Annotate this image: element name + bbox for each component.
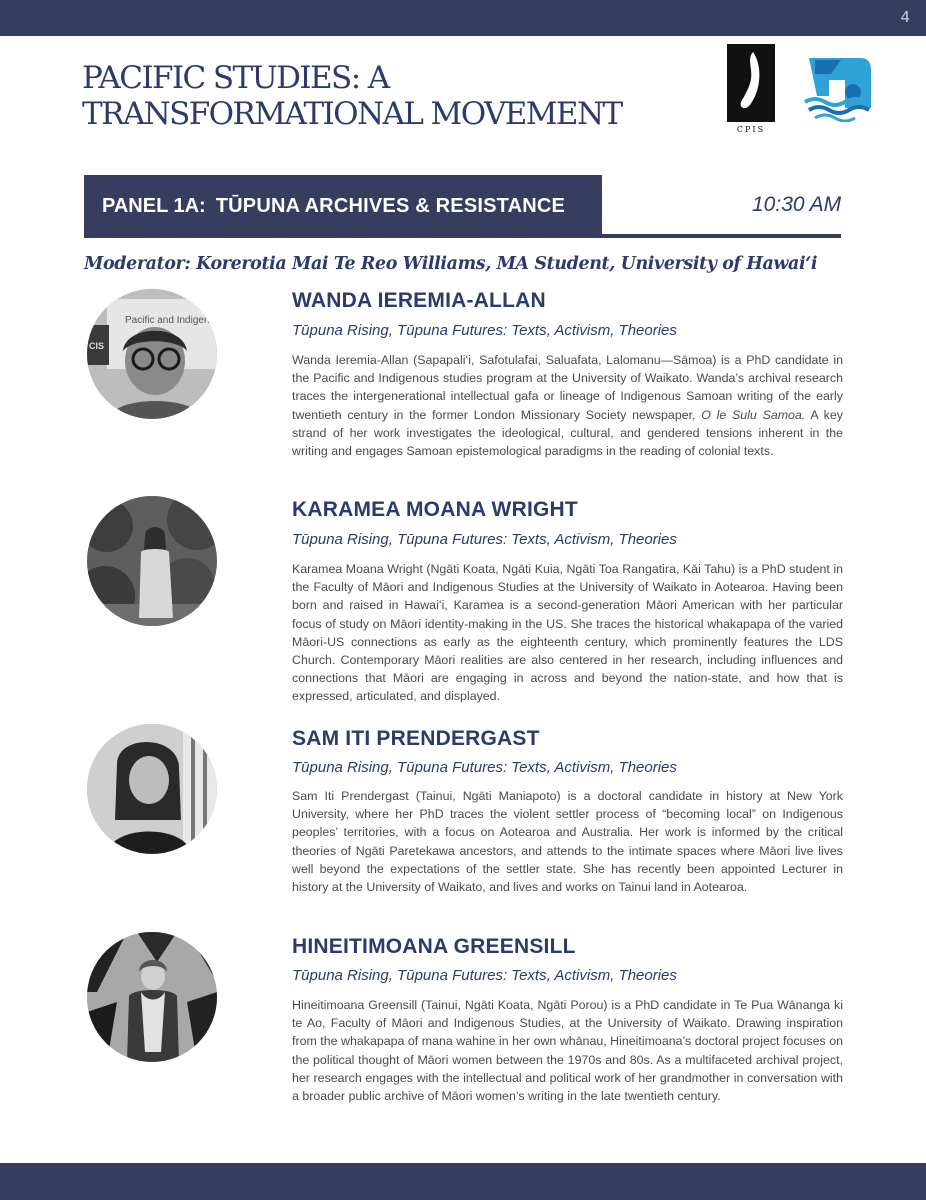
talk-title: Tūpuna Rising, Tūpuna Futures: Texts, Activism, Theories	[292, 531, 677, 548]
speaker-bio: Sam Iti Prendergast (Tainui, Ngāti Maniapoto) is a doctoral candidate in history at New York University, where her PhD traces the violent settler process of “becoming local” on Indigenous peoples’ territories, with a focus on Aotearoa and Australia. Her work is informed by the critical theories of Ngāti Paretekawa ancestors, and attends to the intimate spaces where Māori live lives well beyond the expectations of the settler state. She has recently been appointed Lecturer in history at the University of Waikato, and lives and works on Tainui land in Aotearoa.	[292, 789, 843, 895]
wave-logo	[801, 56, 873, 122]
photo-sign-text-2: CIS	[89, 341, 105, 351]
speaker-photo	[87, 496, 217, 626]
panel-name: TŪPUNA ARCHIVES & RESISTANCE	[215, 194, 566, 217]
speaker-bio: Hineitimoana Greensill (Tainui, Ngāti Koata, Ngāti Porou) is a PhD candidate in Te Pua Wānanga ki te Ao, Faculty of Māori and Indigenous Studies, at the University of Waikato. Drawing inspiration from the whakapapa of mana wahine in her own whānau, Hineitimoana’s doctoral project focuses on the political thought of Māori women between the 1970s and 80s. As a multifaceted archival project, her research engages with the intellectual and political work of her grandmother in conversation with a broader public archive of Māori women’s writing in the late twentieth century.	[292, 998, 843, 1104]
speaker-name: KARAMEA MOANA WRIGHT	[292, 498, 578, 521]
talk-title: Tūpuna Rising, Tūpuna Futures: Texts, Activism, Theories	[292, 322, 677, 339]
panel-label: PANEL 1A:	[102, 194, 206, 217]
speaker-name: HINEITIMOANA GREENSILL	[292, 935, 576, 958]
panel-underline	[84, 234, 841, 238]
panel-banner	[84, 175, 602, 237]
speaker-photo	[87, 724, 217, 854]
speaker-name: SAM ITI PRENDERGAST	[292, 727, 540, 750]
page-title-line-2: TRANSFORMATIONAL MOVEMENT	[82, 96, 622, 132]
talk-title: Tūpuna Rising, Tūpuna Futures: Texts, Activism, Theories	[292, 967, 677, 984]
speaker-photo	[87, 289, 217, 419]
cpis-logo-mark	[727, 44, 775, 122]
cpis-logo-text: CPIS	[736, 125, 766, 134]
moderator-line: Moderator: Korerotia Mai Te Reo Williams, MA Student, University of Hawaiʻi	[84, 254, 818, 274]
newspaper-title: O le Sulu Samoa.	[701, 407, 806, 422]
page-title-line-1: PACIFIC STUDIES: A	[82, 60, 389, 96]
photo-sign-text: Pacific and Indigen	[125, 315, 210, 326]
speaker-bio-text-cont: A key strand of her work investigates the ideological, cultural, and gendered tensions inherent in the writing and engages Samoan epistemological paradigms in the reading of colonial texts.	[292, 407, 843, 459]
talk-title: Tūpuna Rising, Tūpuna Futures: Texts, Activism, Theories	[292, 759, 677, 776]
top-bar	[0, 0, 926, 36]
speaker-bio	[292, 351, 843, 460]
speaker-name: WANDA IEREMIA-ALLAN	[292, 289, 546, 312]
cpis-logo	[727, 44, 775, 136]
speaker-bio: Karamea Moana Wright (Ngāti Koata, Ngāti Kuia, Ngāti Toa Rangatira, Kāi Tahu) is a PhD student in the Faculty of Māori and Indigenous Studies at the University of Waikato in Aotearoa. Having been born and raised in Hawaiʻi, Karamea is a second-generation Māori American with her particular focus of study on Māori identity-making in the US. She traces the historical whakapapa of the varied Māori-US connections as early as the eighteenth century, which prominently features the LDS Church. Contemporary Māori realities are also centered in her research, including influences and connections that Māori are engaging in across and beyond the nation-state, and how that is expressed, articulated, and displayed.	[292, 562, 843, 704]
speaker-bio-text: Wanda Ieremia-Allan (Sapapaliʻi, Safotulafai, Saluafata, Lalomanu—Sāmoa) is a PhD candidate in the Pacific and Indigenous studies program at the University of Waikato. Wanda’s archival research traces the intergenerational intellectual gafa or lineage of Indigenous Samoan writing of the early twentieth century in the former London Missionary Society newspaper,	[292, 353, 843, 422]
page-title	[82, 60, 622, 132]
bottom-bar	[0, 1163, 926, 1200]
panel-time: 10:30 AM	[752, 193, 842, 216]
page-number: 4	[900, 8, 910, 26]
speaker-photo	[87, 932, 217, 1062]
